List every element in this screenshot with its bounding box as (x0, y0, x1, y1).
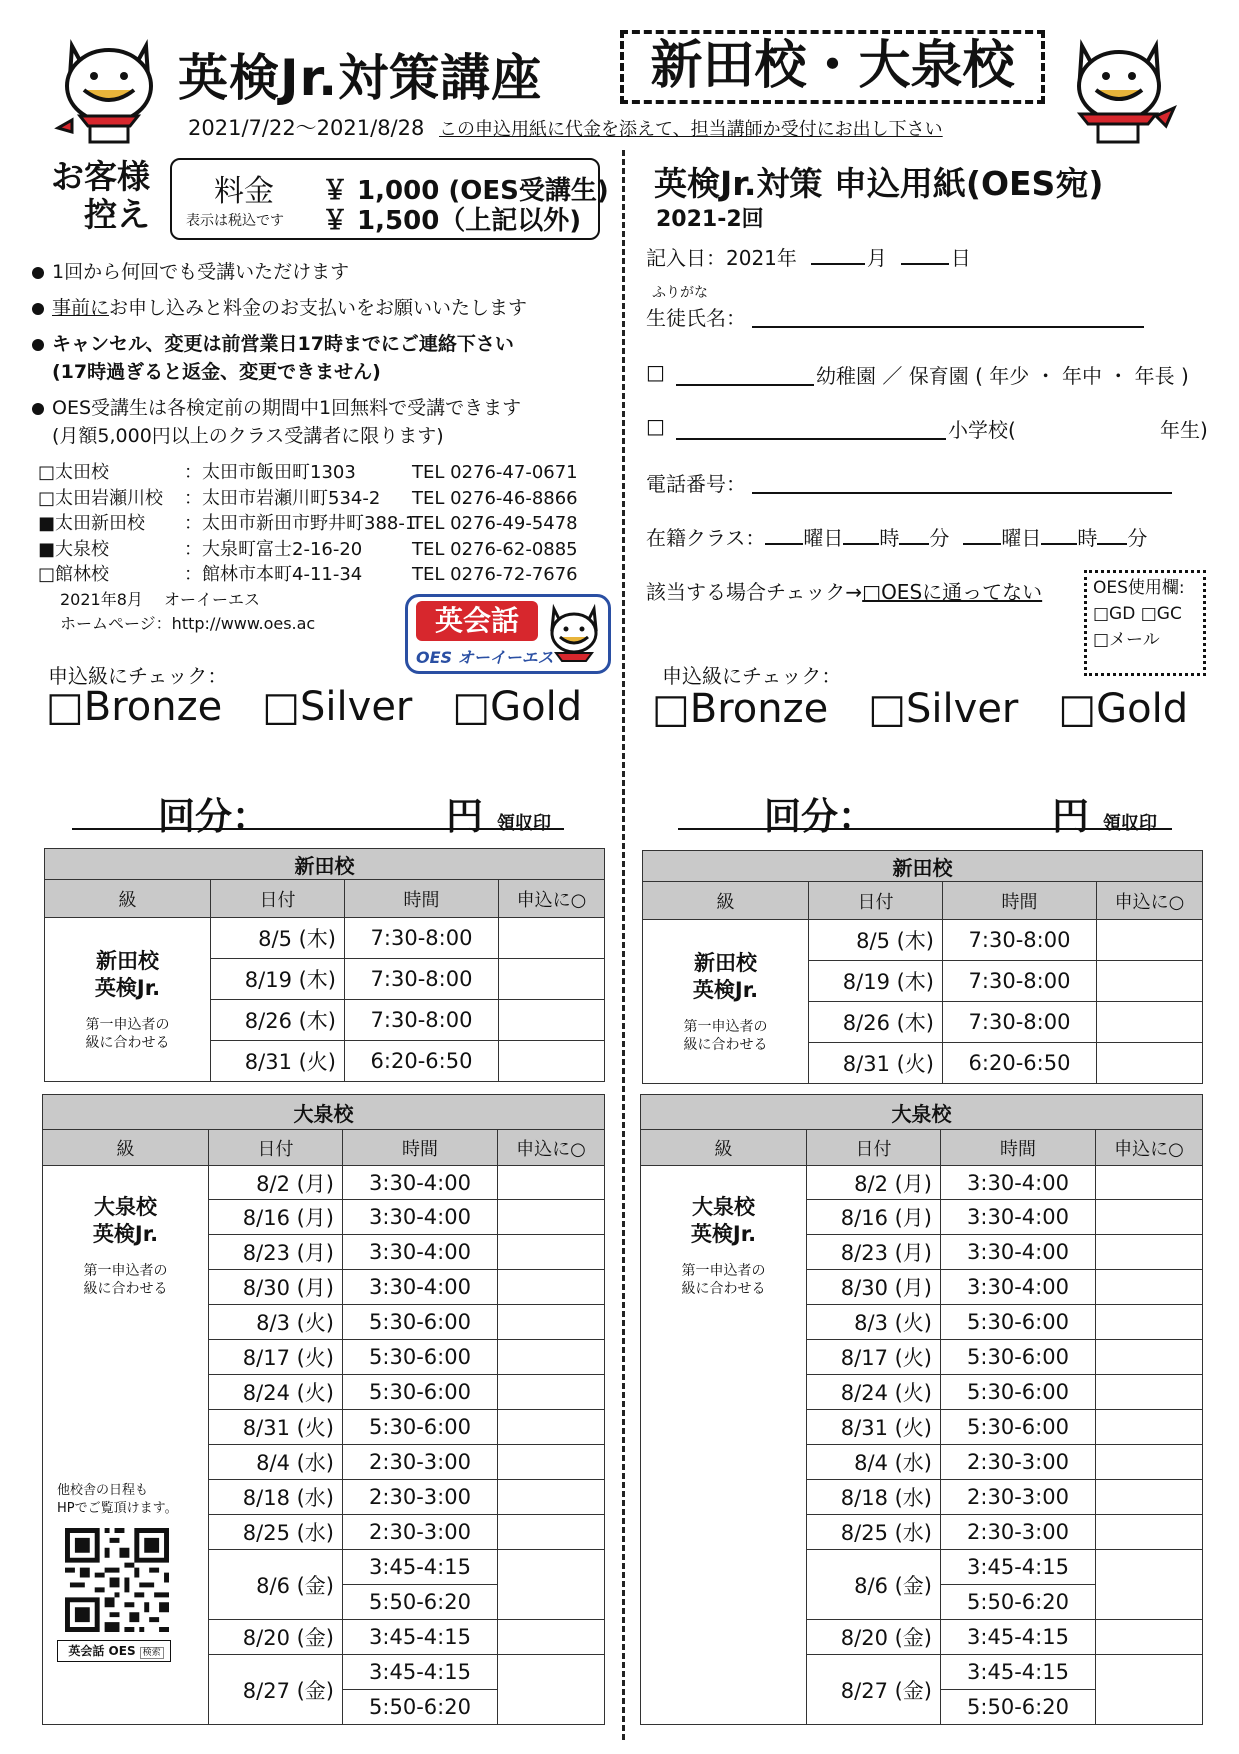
mascot-right (1060, 28, 1178, 146)
grade-name-line: 英検Jr. (92, 1222, 159, 1246)
oes-use-options: □GD □GC (1093, 604, 1182, 624)
grade-name-line: 英検Jr. (690, 1222, 757, 1246)
apply-cell[interactable] (498, 1620, 605, 1655)
time-cell: 3:30-4:00 (941, 1200, 1096, 1235)
grade-name (643, 950, 808, 1004)
time-cell: 2:30-3:00 (941, 1445, 1096, 1480)
grade-cell (641, 1166, 807, 1725)
apply-cell[interactable] (498, 1235, 605, 1270)
fee-underline (72, 828, 564, 830)
bulldog-icon (542, 599, 606, 669)
min1-field[interactable] (899, 543, 929, 545)
kinder-name-field[interactable] (676, 384, 814, 386)
grade-note (45, 1016, 210, 1052)
search-button[interactable]: 検索 (140, 1647, 164, 1659)
check-label: 該当する場合チェック→ (646, 580, 863, 604)
grade-bronze-checkbox[interactable]: □Bronze (652, 686, 829, 732)
col-apply: 申込に○ (499, 880, 605, 918)
kinder-label: 幼稚園 ／ 保育園 ( 年少 ・ 年中 ・ 年長 ) (816, 364, 1189, 388)
time-cell: 5:30-6:00 (343, 1410, 498, 1445)
time-cell: 3:30-4:00 (343, 1200, 498, 1235)
ji-2: 時 (1077, 526, 1098, 550)
apply-cell[interactable] (1096, 1305, 1203, 1340)
company-info (60, 588, 315, 636)
grade-note-line: 級に合わせる (683, 1037, 768, 1053)
table-title: 新田校 (643, 851, 1203, 882)
date-cell: 8/31 (火) (807, 1410, 941, 1445)
customer-copy-label: お客様 控え (51, 157, 150, 234)
apply-cell[interactable] (1096, 1340, 1203, 1375)
date-cell: 8/5 (木) (211, 918, 345, 959)
date-cell: 8/26 (木) (809, 1002, 943, 1043)
date-cell: 8/26 (木) (211, 1000, 345, 1041)
grade-cell (643, 920, 809, 1084)
date-cell: 8/2 (月) (807, 1166, 941, 1200)
school-row (38, 537, 618, 563)
apply-cell[interactable] (498, 1340, 605, 1375)
col-apply: 申込に○ (1097, 882, 1203, 920)
time-cell: 2:30-3:00 (941, 1515, 1096, 1550)
apply-cell[interactable] (499, 959, 605, 1000)
count-label: 回分： (158, 795, 269, 838)
grade-gold-checkbox[interactable]: □Gold (452, 684, 583, 730)
oizumi-table (640, 1094, 1203, 1725)
not-oes-checkbox[interactable]: □OESに通ってない (862, 580, 1043, 604)
grade-note-line: 級に合わせる (681, 1281, 766, 1297)
apply-cell[interactable] (1096, 1445, 1203, 1480)
nitta-table (642, 850, 1203, 1084)
date-cell: 8/24 (火) (807, 1375, 941, 1410)
apply-cell[interactable] (1097, 961, 1203, 1002)
yen-text: 円 (1052, 795, 1089, 838)
time-cell: 3:45-4:15 (343, 1620, 498, 1655)
date-label: 記入日：2021年 (646, 246, 797, 270)
note-item: 1回から何回でも受講いただけます (30, 258, 610, 286)
company-line: 2021年8月 オーイーエス (60, 590, 260, 609)
elementary-checkbox[interactable]: □ (646, 414, 665, 438)
elementary-label: 小学校( (948, 418, 1016, 442)
table-title: 新田校 (45, 849, 605, 880)
grade-bronze-checkbox[interactable]: □Bronze (46, 684, 223, 730)
date-cell: 8/18 (水) (807, 1480, 941, 1515)
note-item (30, 330, 610, 386)
col-apply: 申込に○ (1096, 1130, 1203, 1166)
school-tel: TEL 0276-72-7676 (412, 564, 578, 585)
fee-box (170, 158, 609, 240)
phone-label: 電話番号： (646, 472, 746, 496)
school-address: ：太田市新田市野井町388-1 (184, 513, 417, 534)
date-cell: 8/20 (金) (209, 1620, 343, 1655)
time-cell: 5:30-6:00 (343, 1340, 498, 1375)
grade-note (43, 1262, 208, 1298)
apply-cell[interactable] (499, 1000, 605, 1041)
period: 2021/7/22〜2021/8/28 (188, 116, 425, 140)
class-label: 在籍クラス： (646, 526, 766, 550)
grade-note-line: 第一申込者の (683, 1019, 768, 1035)
grade-note-line: 級に合わせる (85, 1035, 170, 1051)
table-title: 大泉校 (43, 1095, 605, 1130)
time-cell: 2:30-3:00 (343, 1480, 498, 1515)
time-cell: 5:50-6:20 (343, 1585, 498, 1620)
apply-cell[interactable] (1097, 1043, 1203, 1084)
grade-name-line: 大泉校 (94, 1195, 157, 1219)
grade-note-line: 級に合わせる (83, 1281, 168, 1297)
date-cell: 8/31 (火) (809, 1043, 943, 1084)
note-line: (17時過ぎると返金、変更できません) (52, 361, 381, 383)
oes-use-title: OES使用欄: (1093, 578, 1185, 598)
grade-note-line: 第一申込者の (681, 1263, 766, 1279)
homepage: ホームページ：http://www.oes.ac (60, 614, 316, 633)
date-cell: 8/20 (金) (807, 1620, 941, 1655)
school-name: □館林校 (38, 564, 110, 585)
fee-oes: ￥ 1,000 (OES受講生) (322, 176, 609, 206)
time-cell: 7:30-8:00 (943, 920, 1097, 961)
col-date: 日付 (807, 1130, 941, 1166)
apply-cell[interactable] (1096, 1480, 1203, 1515)
grade-silver-checkbox[interactable]: □Silver (262, 684, 413, 730)
date-cell: 8/30 (月) (209, 1270, 343, 1305)
time-cell: 3:30-4:00 (343, 1166, 498, 1200)
grade-name (43, 1194, 208, 1248)
date-cell: 8/2 (月) (209, 1166, 343, 1200)
school-row (38, 486, 618, 512)
note-rest: お申し込みと料金のお支払いをお願いいたします (109, 297, 528, 319)
grade-cell (45, 918, 211, 1082)
apply-cell[interactable] (498, 1375, 605, 1410)
date-cell: 8/6 (金) (209, 1550, 343, 1620)
youbi-2: 曜日 (1001, 526, 1042, 550)
time-cell: 5:30-6:00 (343, 1375, 498, 1410)
col-apply: 申込に○ (498, 1130, 605, 1166)
hp-note (57, 1482, 208, 1518)
grade-check-label: 申込級にチェック： (662, 664, 842, 688)
grade-name (641, 1194, 806, 1248)
date-cell: 8/25 (水) (807, 1515, 941, 1550)
school-address: ：太田市岩瀬川町534-2 (184, 487, 381, 509)
grade-name-line: 新田校 (96, 949, 159, 973)
date-cell: 8/5 (木) (809, 920, 943, 961)
elementary-name-field[interactable] (676, 438, 946, 440)
min2-field[interactable] (1097, 543, 1127, 545)
time-cell: 7:30-8:00 (345, 918, 499, 959)
phone-field[interactable] (752, 492, 1172, 494)
time-cell: 5:30-6:00 (941, 1375, 1096, 1410)
kinder-checkbox[interactable]: □ (646, 360, 665, 384)
oizumi-table (42, 1094, 605, 1725)
yen-label (446, 786, 551, 840)
grade-options (652, 686, 1228, 732)
date-cell: 8/18 (水) (209, 1480, 343, 1515)
date-cell: 8/4 (水) (807, 1445, 941, 1480)
oes-use-box (1084, 570, 1206, 676)
note-line: キャンセル、変更は前営業日17時までにご連絡下さい (52, 333, 514, 355)
school-tel: TEL 0276-49-5478 (412, 513, 578, 534)
oes-logo (405, 594, 611, 674)
time-cell: 3:45-4:15 (343, 1550, 498, 1585)
school-name: □太田岩瀬川校 (38, 487, 164, 509)
apply-cell[interactable] (498, 1200, 605, 1235)
time-cell: 5:30-6:00 (941, 1340, 1096, 1375)
receipt-stamp-label: 領収印 (497, 813, 551, 834)
date-cell: 8/3 (火) (807, 1305, 941, 1340)
time-cell: 2:30-3:00 (343, 1515, 498, 1550)
instruction: この申込用紙に代金を添えて、担当講師か受付にお出し下さい (439, 119, 943, 140)
qr-code-icon[interactable] (65, 1528, 169, 1632)
yen-label (1052, 786, 1157, 840)
time-cell: 5:30-6:00 (941, 1305, 1096, 1340)
bulldog-icon (1060, 28, 1178, 146)
date-cell: 8/16 (月) (807, 1200, 941, 1235)
apply-cell[interactable] (498, 1166, 605, 1200)
apply-cell[interactable] (1097, 920, 1203, 961)
count-label: 回分： (764, 795, 875, 838)
note-item (30, 394, 610, 450)
yen-text: 円 (446, 795, 483, 838)
grade-check-label: 申込級にチェック： (48, 664, 228, 688)
fee-label: 料金 (214, 174, 274, 209)
ji-1: 時 (879, 526, 900, 550)
search-text: 英会話 OES (68, 1644, 136, 1658)
col-grade: 級 (45, 880, 211, 918)
fun-2: 分 (1127, 526, 1148, 550)
time-cell: 3:45-4:15 (941, 1655, 1096, 1690)
school-tel: TEL 0276-46-8866 (412, 487, 578, 509)
apply-cell[interactable] (1096, 1200, 1203, 1235)
col-date: 日付 (209, 1130, 343, 1166)
time-cell: 5:50-6:20 (343, 1690, 498, 1725)
notes-list (30, 258, 610, 458)
mascot-left (50, 28, 168, 146)
apply-cell[interactable] (1096, 1166, 1203, 1200)
col-time: 時間 (943, 882, 1097, 920)
grade-options (46, 684, 622, 730)
school-name: □太田校 (38, 462, 110, 483)
name-label: 生徒氏名： (646, 306, 746, 330)
apply-cell[interactable] (1096, 1550, 1203, 1620)
grade-suffix: 年生) (1160, 418, 1208, 442)
col-time: 時間 (941, 1130, 1096, 1166)
hp-note-line: 他校舎の日程も (57, 1483, 149, 1498)
date-cell: 8/17 (火) (807, 1340, 941, 1375)
note-line: (月額5,000円以上のクラス受講者に限ります) (52, 425, 444, 447)
time-cell: 7:30-8:00 (943, 1002, 1097, 1043)
apply-cell[interactable] (498, 1270, 605, 1305)
time-cell: 6:20-6:50 (345, 1041, 499, 1082)
bulldog-icon (50, 28, 168, 146)
date-cell: 8/24 (火) (209, 1375, 343, 1410)
col-time: 時間 (343, 1130, 498, 1166)
apply-cell[interactable] (498, 1305, 605, 1340)
name-field[interactable] (752, 326, 1144, 328)
grade-name-line: 英検Jr. (94, 976, 161, 1000)
cut-line (622, 150, 625, 1740)
school-name: ■太田新田校 (38, 513, 146, 534)
school-list (38, 460, 618, 588)
logo-text-bottom: OES オーイーエス (416, 648, 554, 667)
date-cell: 8/27 (金) (209, 1655, 343, 1725)
time-cell: 3:30-4:00 (941, 1235, 1096, 1270)
grade-name-line: 英検Jr. (692, 978, 759, 1002)
apply-cell[interactable] (1096, 1235, 1203, 1270)
grade-note (641, 1262, 806, 1298)
school-row (38, 460, 618, 486)
form-title: 英検Jr.対策 申込用紙(OES宛) (654, 164, 1104, 203)
school-name: ■大泉校 (38, 538, 110, 560)
time-cell: 6:20-6:50 (943, 1043, 1097, 1084)
time-cell: 7:30-8:00 (345, 1000, 499, 1041)
col-grade: 級 (641, 1130, 807, 1166)
time-cell: 2:30-3:00 (941, 1480, 1096, 1515)
receipt-stamp-label: 領収印 (1103, 813, 1157, 834)
apply-cell[interactable] (1097, 1002, 1203, 1043)
apply-cell[interactable] (1096, 1515, 1203, 1550)
date-cell: 8/16 (月) (209, 1200, 343, 1235)
time-cell: 3:30-4:00 (941, 1166, 1096, 1200)
time-cell: 5:50-6:20 (941, 1690, 1096, 1725)
fee-other: ￥ 1,500（上記以外) (322, 206, 582, 236)
grade-note (643, 1018, 808, 1054)
hp-note-line: HPでご覧頂けます。 (57, 1501, 178, 1516)
note-line: OES受講生は各検定前の期間中1回無料で受講できます (52, 397, 522, 419)
school-tel: TEL 0276-47-0671 (412, 462, 578, 483)
col-time: 時間 (345, 880, 499, 918)
youbi-1: 曜日 (803, 526, 844, 550)
grade-name (45, 948, 210, 1002)
apply-cell[interactable] (498, 1515, 605, 1550)
school-row (38, 562, 618, 588)
col-grade: 級 (43, 1130, 209, 1166)
note-item (30, 294, 610, 322)
date-cell: 8/17 (火) (209, 1340, 343, 1375)
apply-cell[interactable] (498, 1550, 605, 1620)
hour1-field[interactable] (843, 543, 879, 545)
date-cell: 8/3 (火) (209, 1305, 343, 1340)
time-cell: 3:45-4:15 (941, 1550, 1096, 1585)
oes-use-mail: □メール (1093, 630, 1160, 650)
time-cell: 2:30-3:00 (343, 1445, 498, 1480)
grade-silver-checkbox[interactable]: □Silver (868, 686, 1019, 732)
col-grade: 級 (643, 882, 809, 920)
col-date: 日付 (809, 882, 943, 920)
date-cell: 8/19 (木) (809, 961, 943, 1002)
apply-cell[interactable] (1096, 1375, 1203, 1410)
check-row (646, 576, 1042, 605)
apply-cell[interactable] (1096, 1270, 1203, 1305)
apply-cell[interactable] (498, 1445, 605, 1480)
date-cell: 8/19 (木) (211, 959, 345, 1000)
tax-note: 表示は税込です (186, 213, 284, 229)
time-cell: 3:30-4:00 (343, 1270, 498, 1305)
apply-cell[interactable] (498, 1655, 605, 1725)
logo-text-top: 英会話 (416, 601, 538, 641)
note-underlined: 事前に (52, 297, 110, 319)
nitta-table (44, 848, 605, 1082)
date-cell: 8/30 (月) (807, 1270, 941, 1305)
school-address: ：太田市飯田町1303 (184, 462, 356, 483)
time-cell: 7:30-8:00 (943, 961, 1097, 1002)
grade-note-line: 第一申込者の (85, 1017, 170, 1033)
apply-cell[interactable] (1096, 1620, 1203, 1655)
apply-cell[interactable] (499, 1041, 605, 1082)
hour2-field[interactable] (1041, 543, 1077, 545)
date-cell: 8/23 (月) (209, 1235, 343, 1270)
apply-cell[interactable] (498, 1410, 605, 1445)
day-field[interactable] (901, 263, 949, 265)
date-cell: 8/31 (火) (209, 1410, 343, 1445)
grade-name-line: 新田校 (694, 951, 757, 975)
apply-cell[interactable] (1096, 1655, 1203, 1725)
time-cell: 3:30-4:00 (343, 1235, 498, 1270)
fee-underline (678, 828, 1172, 830)
date-cell: 8/23 (月) (807, 1235, 941, 1270)
time-cell: 3:30-4:00 (941, 1270, 1096, 1305)
period-line (188, 112, 943, 142)
time-cell: 3:45-4:15 (941, 1620, 1096, 1655)
search-box[interactable] (57, 1640, 171, 1662)
date-cell: 8/25 (水) (209, 1515, 343, 1550)
time-cell: 5:50-6:20 (941, 1585, 1096, 1620)
campus-title: 新田校・大泉校 (620, 30, 1045, 104)
day2-field[interactable] (963, 543, 1001, 545)
col-date: 日付 (211, 880, 345, 918)
school-address: ：大泉町富士2-16-20 (184, 538, 363, 560)
time-cell: 7:30-8:00 (345, 959, 499, 1000)
apply-cell[interactable] (498, 1480, 605, 1515)
time-cell: 3:45-4:15 (343, 1655, 498, 1690)
school-address: ：館林市本町4-11-34 (184, 564, 363, 585)
apply-cell[interactable] (1096, 1410, 1203, 1445)
month-label: 月 (866, 246, 887, 270)
grade-name-line: 大泉校 (692, 1195, 755, 1219)
school-tel: TEL 0276-62-0885 (412, 538, 578, 560)
date-cell: 8/31 (火) (211, 1041, 345, 1082)
apply-cell[interactable] (499, 918, 605, 959)
form-session: 2021-2回 (656, 207, 764, 232)
grade-gold-checkbox[interactable]: □Gold (1058, 686, 1189, 732)
date-cell: 8/4 (水) (209, 1445, 343, 1480)
day-label: 日 (950, 246, 971, 270)
day1-field[interactable] (765, 543, 803, 545)
time-cell: 5:30-6:00 (343, 1305, 498, 1340)
furigana-label: ふりがな (652, 285, 708, 301)
grade-cell (43, 1166, 209, 1725)
date-cell: 8/6 (金) (807, 1550, 941, 1620)
page-title: 英検Jr.対策講座 (178, 49, 543, 107)
grade-note-line: 第一申込者の (83, 1263, 168, 1279)
fun-1: 分 (929, 526, 950, 550)
class-row (646, 522, 1147, 551)
date-row (646, 242, 971, 271)
month-field[interactable] (811, 263, 865, 265)
date-cell: 8/27 (金) (807, 1655, 941, 1725)
table-title: 大泉校 (641, 1095, 1203, 1130)
time-cell: 5:30-6:00 (941, 1410, 1096, 1445)
school-row (38, 511, 618, 537)
